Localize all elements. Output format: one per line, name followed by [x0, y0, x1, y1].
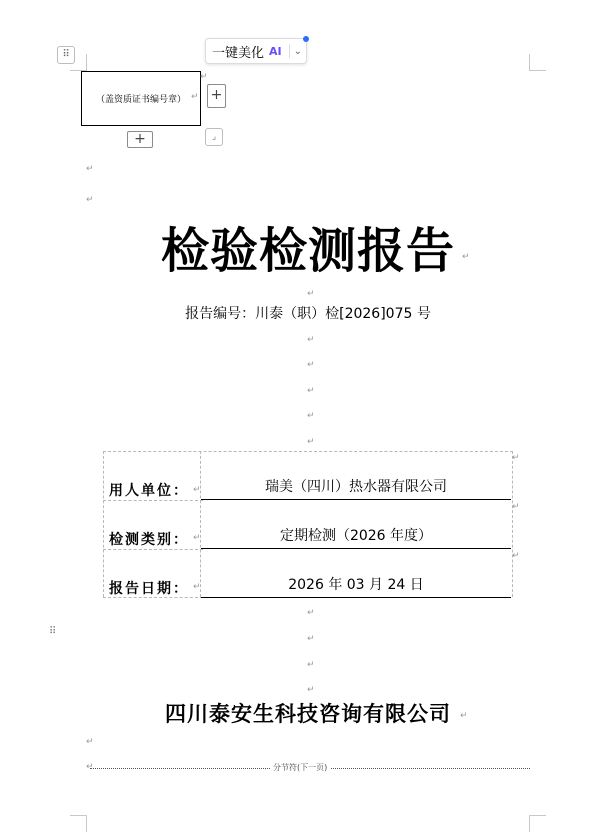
beautify-label: 一键美化	[212, 45, 265, 61]
paragraph-mark-icon: ↵	[307, 685, 315, 695]
table-row-divider	[103, 549, 203, 550]
table-border-right	[512, 451, 513, 597]
paragraph-mark-icon: ↵	[86, 195, 94, 205]
crop-mark-top-right	[529, 54, 546, 71]
paragraph-mark-icon: ↵	[307, 660, 315, 670]
drag-handle-icon[interactable]: ⠿	[57, 46, 75, 64]
report-date-underline	[201, 597, 511, 598]
paragraph-mark-icon: ↵	[512, 453, 520, 463]
report-date-label: 报告日期：	[109, 581, 189, 597]
paragraph-mark-icon: ↵	[460, 711, 468, 721]
employer-value[interactable]: 瑞美（四川）热水器有限公司	[265, 479, 447, 495]
paragraph-mark-icon: ↵	[307, 386, 315, 396]
qualification-stamp-box[interactable]	[81, 71, 201, 126]
add-column-plus-icon[interactable]: +	[207, 84, 226, 108]
paragraph-mark-icon: ↵	[191, 92, 199, 102]
test-category-label: 检测类别：	[109, 532, 189, 548]
paragraph-mark-icon: ↵	[307, 437, 315, 447]
table-border-top	[103, 451, 513, 452]
block-drag-handle-icon[interactable]: ⠿	[49, 626, 58, 637]
test-category-underline	[201, 548, 511, 549]
toolbar-divider	[289, 44, 290, 58]
paragraph-mark-icon: ↵	[512, 502, 520, 512]
resize-icon[interactable]: ⌟	[205, 128, 223, 146]
report-number: 报告编号：川泰（职）检[2026]075 号	[185, 306, 431, 322]
paragraph-mark-icon: ↵	[512, 551, 520, 561]
paragraph-mark-icon: ↵	[193, 485, 201, 495]
paragraph-mark-icon: ↵	[193, 582, 201, 592]
paragraph-mark-icon: ↵	[307, 335, 315, 345]
section-break-label: 分节符(下一页)	[270, 762, 330, 773]
table-border-left	[103, 451, 104, 597]
crop-mark-bottom-right	[529, 815, 546, 832]
paragraph-mark-icon: ↵	[307, 289, 315, 299]
paragraph-mark-icon: ↵	[86, 762, 94, 772]
paragraph-mark-icon: ↵	[86, 737, 94, 747]
paragraph-mark-icon: ↵	[200, 72, 208, 82]
test-category-value[interactable]: 定期检测（2026 年度）	[279, 528, 433, 544]
one-click-beautify-button[interactable]	[205, 38, 307, 64]
paragraph-mark-icon: ↵	[307, 360, 315, 370]
crop-mark-bottom-left	[70, 815, 87, 832]
paragraph-mark-icon: ↵	[462, 252, 470, 262]
qualification-stamp-text: （盖资质证书编号章）	[95, 95, 186, 105]
paragraph-mark-icon: ↵	[193, 533, 201, 543]
ai-badge: AI	[269, 44, 282, 58]
table-row-divider	[103, 500, 203, 501]
company-name: 四川泰安生科技咨询有限公司	[165, 701, 451, 726]
employer-underline	[201, 499, 511, 500]
notification-dot	[303, 36, 309, 42]
employer-label: 用人单位：	[109, 483, 189, 499]
report-title: 检验检测报告	[160, 223, 455, 279]
paragraph-mark-icon: ↵	[307, 634, 315, 644]
paragraph-mark-icon: ↵	[307, 608, 315, 618]
chevron-down-icon[interactable]: ⌄	[293, 45, 303, 57]
paragraph-mark-icon: ↵	[86, 164, 94, 174]
report-date-value[interactable]: 2026 年 03 月 24 日	[288, 577, 424, 593]
add-row-plus-icon[interactable]: +	[127, 131, 153, 148]
paragraph-mark-icon: ↵	[307, 411, 315, 421]
